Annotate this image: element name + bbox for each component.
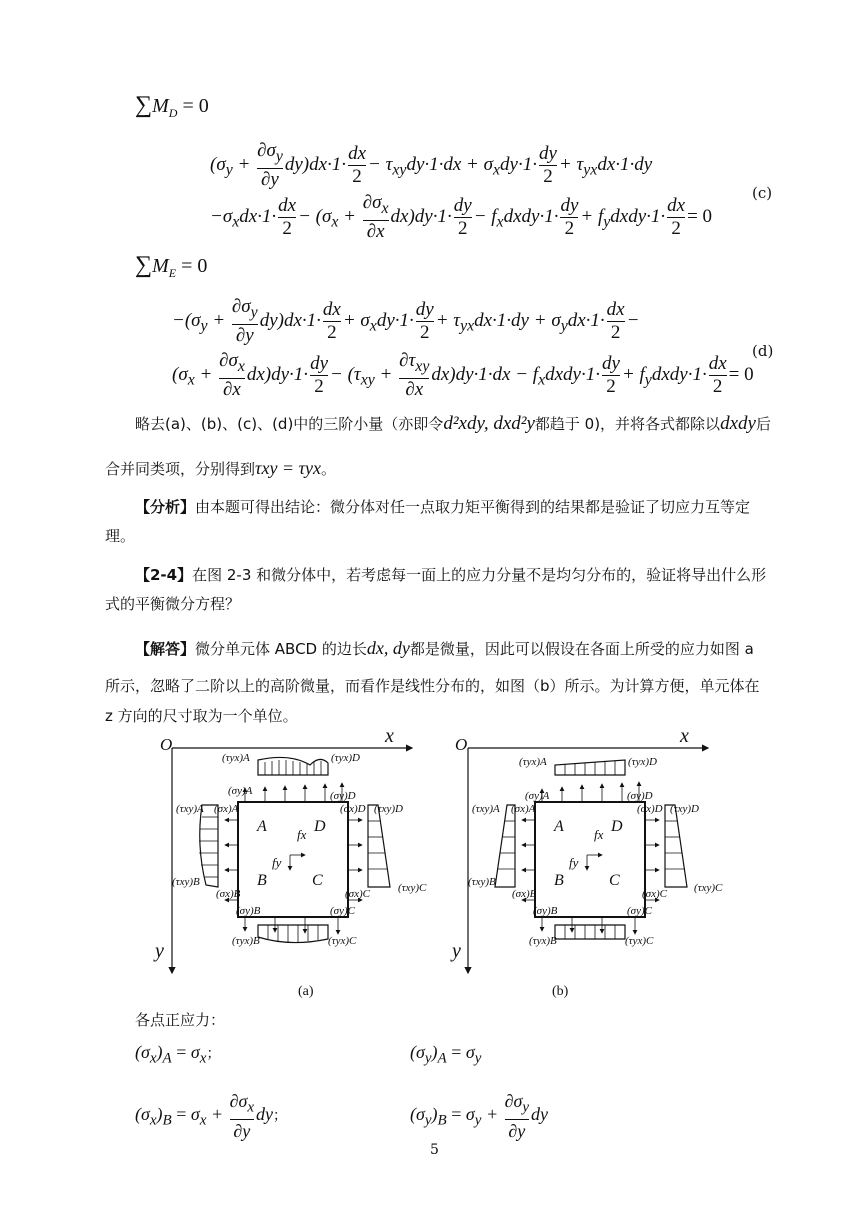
fig-b-point-b: B (554, 872, 564, 889)
fig-a-tyx-c: (τyx)C (328, 935, 357, 947)
fig-a-caption: (a) (298, 984, 314, 999)
fig-b-sx-b: (σx)B (512, 888, 537, 900)
fig-a-sx-c: (σx)C (345, 888, 370, 900)
fig-a-sx-b: (σx)B (216, 888, 241, 900)
sum-md-equation: $\sum M_D = 0$ (135, 92, 209, 120)
analysis-paragraph-2: 理。 (105, 527, 136, 545)
paragraph-2: 合并同类项，分别得到τxy = τyx。 (105, 458, 337, 478)
analysis-paragraph: 【分析】由本题可得出结论：微分体对任一点取力矩平衡得到的结果都是验证了切应力互等定 (135, 498, 751, 516)
eq-c-line1: ($\sigma_y$ + $\frac{\partial\sigma_y}{\partial y}$ dy)dx·1· $\frac{dx}{2}$ − $\tau_{xy}dy\cdot 1\cdot dx + \sigma_xdy\cdot 1\cdot$ $\frac{dy}{2}$ + $\tau_{yx}dx\cdot 1\cdot dy$ (210, 140, 653, 190)
fig-b-point-a: A (554, 818, 564, 835)
fig-a-point-a: A (257, 818, 267, 835)
fig-b-tyx-c: (τyx)C (625, 935, 654, 947)
question-paragraph: 【2-4】在图 2-3 和微分体中，若考虑每一面上的应力分量不是均匀分布的，验证将导出什么形 (135, 566, 767, 584)
fig-b-txy-c: (τxy)C (694, 882, 723, 894)
fig-b-tyx-b: (τyx)B (529, 935, 557, 947)
eq-d-tag: (d) (752, 342, 774, 360)
sum-me-equation: $\sum M_E = 0$ (135, 252, 208, 280)
fig-a-sy-c: (σy)C (330, 905, 355, 917)
fig-b-fy: fy (569, 855, 579, 870)
fig-a-tyx-d: (τyx)D (331, 752, 360, 764)
fig-a-x-axis-label: x (385, 725, 394, 747)
answer-paragraph: 【解答】微分单元体 ABCD 的边长dx, dy都是微量，因此可以假设在各面上所受的应力如图 a (135, 638, 754, 658)
fig-b-x-axis-label: x (680, 725, 689, 747)
fig-b-point-d: D (611, 818, 623, 835)
fig-a-point-b: B (257, 872, 267, 889)
ns-row2-left: $(\sigma_x)_B = \sigma_x$ + $\frac{\partial\sigma_x}{\partial y}$ dy； (135, 1091, 288, 1141)
fig-a-sy-b: (σy)B (236, 905, 261, 917)
fig-b-sx-d: (σx)D (637, 803, 663, 815)
fig-a-sx-d: (σx)D (340, 803, 366, 815)
fig-a-tyx-b: (τyx)B (232, 935, 260, 947)
fig-a-point-c: C (312, 872, 323, 889)
page-number: 5 (430, 1142, 439, 1158)
fig-b-sx-a: (σx)A (511, 803, 536, 815)
fig-b-txy-b: (τxy)B (468, 876, 496, 888)
figure-a (172, 748, 412, 973)
fig-a-txy-c: (τxy)C (398, 882, 427, 894)
fig-b-tyx-d: (τyx)D (628, 756, 657, 768)
eq-c-line2: $-\sigma_xdx\cdot 1\cdot$ $\frac{dx}{2}$ − ($\sigma_x$ + $\frac{\partial\sigma_x}{\partial x}$ dx)dy·1· $\frac{dy}{2}$ − $f_xdxdy\cdot 1\cdot$ $\frac{dy}{2}$ + $f_ydxdy\cdot 1\cdot$ $\frac{dx}{2}$ = 0 (210, 192, 713, 242)
normal-stress-title: 各点正应力： (135, 1011, 226, 1029)
fig-a-sy-a: (σy)A (228, 785, 253, 797)
answer-paragraph-2: 所示，忽略了二阶以上的高阶微量，而看作是线性分布的，如图（b）所示。为计算方便，单元体在 (105, 677, 760, 695)
fig-a-origin: O (160, 735, 173, 754)
fig-b-txy-a: (τxy)A (472, 803, 500, 815)
fig-b-sy-a: (σy)A (525, 790, 550, 802)
eq-d-line2: ($\sigma_x$ + $\frac{\partial\sigma_x}{\partial x}$ dx)dy·1· $\frac{dy}{2}$ − ($\tau_{xy}$ + $\partial\tau_{xy}$ ∂x $dx)dy\cdot 1\cdot dx - f_xdxdy\cdot 1\cdot$ $\frac{dy}{2}$ + $f_ydxdy\cdot 1\cdot$ $\frac{dx}{2}$ = 0 (172, 350, 754, 400)
fig-a-txy-b: (τxy)B (172, 876, 200, 888)
eq-d-line1: $-(\sigma_y$ + $\frac{\partial\sigma_y}{\partial y}$ dy)dx·1· $\frac{dx}{2}$ + $\sigma_xdy\cdot 1\cdot$ $\frac{dy}{2}$ + $\tau_{yx}dx\cdot 1\cdot dy + \sigma_ydx\cdot 1\cdot$ $\frac{dx}{2}$ − (172, 296, 640, 346)
fig-a-txy-a: (τxy)A (176, 803, 204, 815)
fig-a-point-d: D (314, 818, 326, 835)
fig-a-y-axis-label: y (155, 940, 164, 962)
fig-b-sy-d: (σy)D (627, 790, 653, 802)
fig-b-txy-d: (τxy)D (670, 803, 699, 815)
paragraph-1: 略去(a)、(b)、(c)、(d)中的三阶小量（亦即令d²xdy, dxd²y都趋于 0)，并将各式都除以dxdy后 (135, 413, 771, 434)
fig-b-point-c: C (609, 872, 620, 889)
answer-paragraph-3: z 方向的尺寸取为一个单位。 (105, 707, 298, 725)
fig-b-fx: fx (594, 827, 604, 842)
fig-a-txy-d: (τxy)D (374, 803, 403, 815)
fig-b-tyx-a: (τyx)A (519, 756, 547, 768)
fig-b-caption: (b) (552, 984, 569, 999)
fig-b-origin: O (455, 735, 468, 754)
fig-a-sy-d: (σy)D (330, 790, 356, 802)
ns-row2-right: $(\sigma_y)_B = \sigma_y$ + $\frac{\partial\sigma_y}{\partial y}$ dy (410, 1091, 549, 1141)
fig-a-tyx-a: (τyx)A (222, 752, 250, 764)
eq-c-tag: (c) (752, 184, 773, 202)
fig-a-fy: fy (272, 855, 282, 870)
question-paragraph-2: 式的平衡微分方程？ (105, 595, 241, 613)
fig-b-y-axis-label: y (452, 940, 461, 962)
ns-row1-right: $(\sigma_y)_A = \sigma_y$ (410, 1042, 482, 1067)
ns-row1-left: $(\sigma_x)_A = \sigma_x$； (135, 1042, 221, 1067)
fig-a-fx: fx (297, 827, 307, 842)
fig-b-sy-b: (σy)B (533, 905, 558, 917)
figure-b (468, 748, 708, 973)
fig-b-sy-c: (σy)C (627, 905, 652, 917)
fig-a-sx-a: (σx)A (214, 803, 239, 815)
fig-b-sx-c: (σx)C (642, 888, 667, 900)
